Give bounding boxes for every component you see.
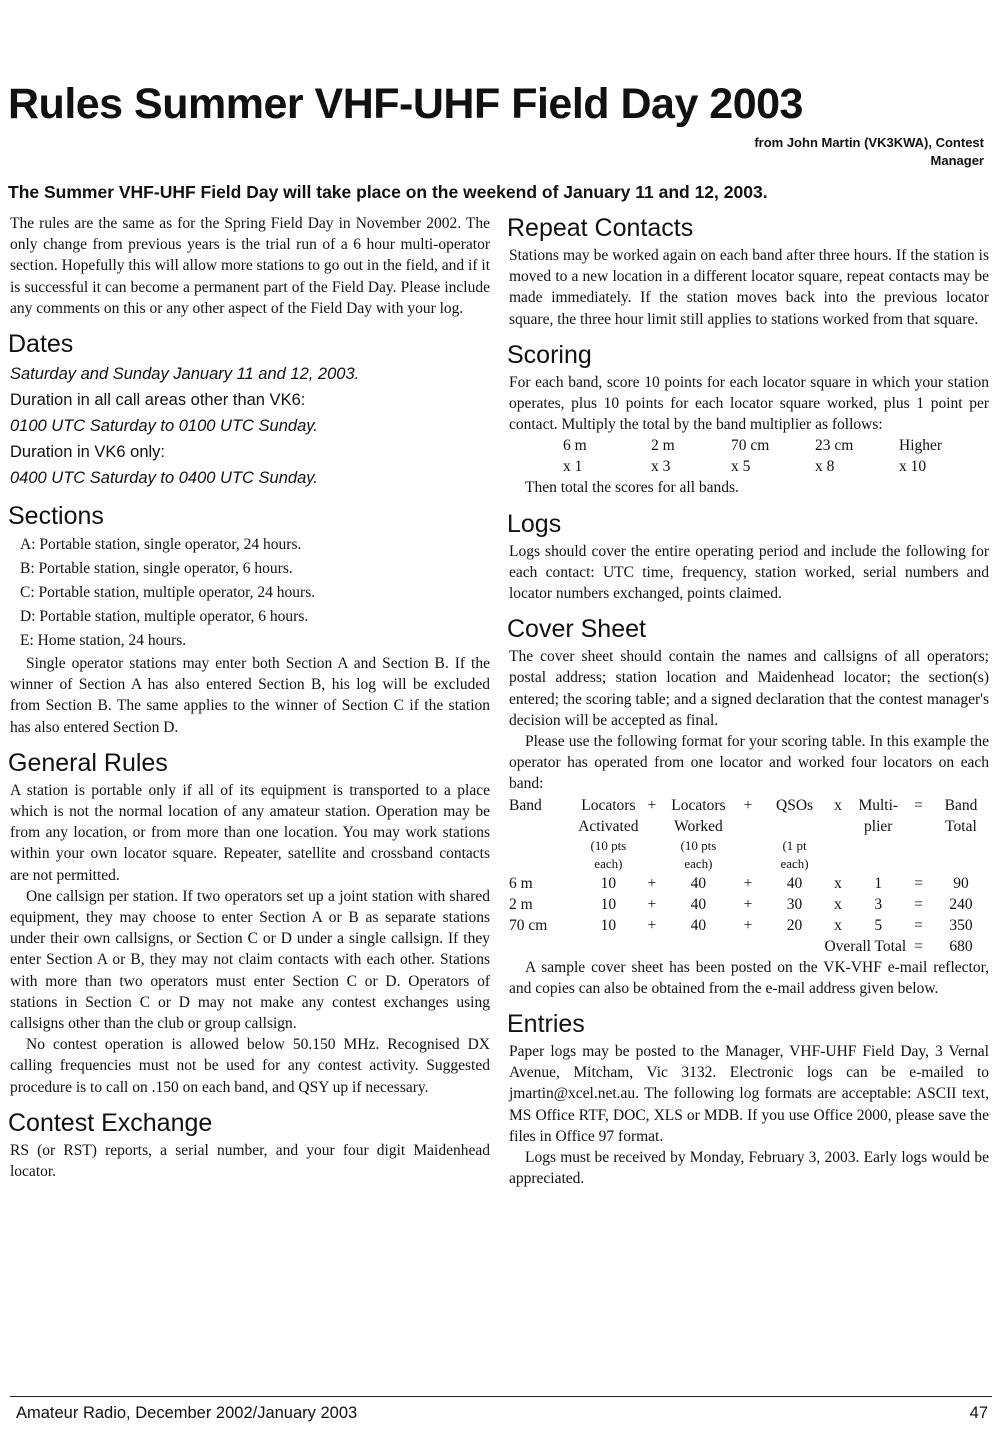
multiplier-band: 6 m (563, 437, 587, 455)
intro-paragraph: The rules are the same as for the Spring Field Day in November 2002. The only change from previous years is the trial run of a 6 hour multi-operator section. Hopefully this will allow more stations to go out in the field, and if it is successful it can become a permanent part of the Field Day. Please include any comments on this or any other aspect of the Field Day with your log. (10, 215, 491, 317)
header-each-note: each) (780, 855, 809, 871)
header-worked: Worked (674, 817, 723, 835)
row-plus: + (647, 874, 657, 892)
dates-line-1: Saturday and Sunday January 11 and 12, 2003. (10, 365, 360, 384)
section-item: D: Portable station, multiple operator, 6 hours. (20, 608, 309, 626)
footer-rule (10, 1396, 992, 1397)
multiplier-band: Higher (899, 437, 943, 455)
header-locators-worked: Locators (671, 796, 726, 814)
header-qsos: QSOs (776, 796, 814, 814)
row-equals: = (914, 874, 923, 892)
scoring-note: Then total the scores for all bands. (525, 479, 739, 497)
header-plier: plier (864, 817, 893, 835)
multiplier-band: 2 m (651, 437, 675, 455)
header-multiplier: Multi- (858, 796, 899, 814)
overall-total-value: 680 (949, 937, 973, 955)
row-times: x (834, 874, 842, 892)
general-rules-p1: A station is portable only if all of its equipment is transported to a place which is not the normal location of any amateur station. Operation may be from any location, or from more than one location. You may work stations within your own locator square. Repeater, satellite and crossband contacts are not permitted. (10, 781, 490, 884)
multiplier-value: x 8 (815, 458, 835, 476)
section-item: A: Portable station, single operator, 24 hours. (20, 536, 302, 554)
footer-publication: Amateur Radio, December 2002/January 2003 (16, 1404, 358, 1422)
row-multiplier: 3 (874, 895, 883, 913)
page-title: Rules Summer VHF-UHF Field Day 2003 (8, 80, 803, 128)
multiplier-table (509, 435, 989, 477)
row-activated: 10 (600, 916, 617, 934)
logs-text: Logs should cover the entire operating period and include the following for each contact: UTC time, frequency, station worked, serial numbers and locator numbers exchanged, points claimed. (509, 542, 989, 603)
row-plus: + (647, 916, 657, 934)
header-total: Total (945, 817, 977, 835)
table-header-row (509, 837, 991, 855)
row-times: x (834, 916, 842, 934)
table-row (509, 894, 991, 915)
logs-heading: Logs (507, 509, 562, 538)
byline-role: Manager (930, 153, 984, 168)
row-multiplier: 5 (874, 916, 883, 934)
scoring-heading: Scoring (507, 340, 592, 369)
dates-line-2: Duration in all call areas other than VK6: (10, 391, 306, 410)
table-header-row (509, 855, 991, 873)
header-plus: + (647, 796, 657, 814)
byline-author: from John Martin (VK3KWA), Contest (754, 135, 984, 150)
cover-sheet-heading: Cover Sheet (507, 615, 646, 644)
table-row (509, 915, 991, 936)
multiplier-value: x 3 (651, 458, 671, 476)
multiplier-value: x 1 (563, 458, 583, 476)
row-qsos: 20 (786, 916, 803, 934)
header-band-total: Band (944, 796, 978, 814)
contest-exchange-text: RS (or RST) reports, a serial number, and your four digit Maidenhead locator. (10, 1141, 490, 1181)
overall-total-label: Overall Total (824, 937, 907, 955)
repeat-contacts-heading: Repeat Contacts (507, 214, 694, 242)
row-equals: = (914, 916, 923, 934)
header-locators-activated: Locators (581, 796, 636, 814)
multiplier-band: 70 cm (731, 437, 770, 455)
section-item: B: Portable station, single operator, 6 hours. (20, 560, 293, 578)
row-total: 350 (949, 916, 973, 934)
entries-p1: Paper logs may be posted to the Manager, VHF-UHF Field Day, 3 Vernal Avenue, Mitcham, Vic 3132. Electronic logs can be e-mailed to jmartin@xcel.net.au. The following log formats are acceptable: ASCII text, MS Office RTF, DOC, XLS or MDB. If you use Office 2000, please save the files in Office 97 format. (509, 1043, 989, 1145)
footer (16, 1402, 988, 1424)
row-band: 2 m (509, 895, 533, 913)
header-points-note: (1 pt (782, 837, 807, 853)
section-item: E: Home station, 24 hours. (20, 632, 187, 650)
row-plus: + (647, 895, 657, 913)
table-header-row (509, 795, 991, 816)
row-equals: = (914, 895, 923, 913)
row-worked: 40 (690, 874, 707, 892)
cover-sheet-p3: A sample cover sheet has been posted on the VK-VHF e-mail reflector, and copies can also be obtained from the e-mail address given below. (509, 958, 989, 997)
cover-sheet-p1: The cover sheet should contain the names and callsigns of all operators; postal address; station location and Maidenhead locator; the section(s) entered; the scoring table; and a signed declaration that the contest manager's decision will be accepted as final. (509, 648, 989, 729)
page-number: 47 (969, 1404, 988, 1422)
byline (684, 134, 984, 170)
sections-heading: Sections (8, 502, 104, 531)
table-total-row (509, 936, 991, 957)
sections-paragraph: Single operator stations may enter both Section A and Section B. If the winner of Section A has also entered Section B, his log will be excluded from Section B. The same applies to the winner of Section C if the station has also entered Section D. (10, 655, 490, 736)
sections-list (10, 533, 490, 653)
row-multiplier: 1 (874, 874, 883, 892)
row-band: 6 m (509, 874, 533, 892)
row-total: 90 (953, 874, 969, 892)
general-rules-p3: No contest operation is allowed below 50.150 MHz. Recognised DX calling frequencies must not be used for any contest activity. Suggested procedure is to call on .150 on each band, and QSY up if necessary. (10, 1036, 490, 1096)
row-worked: 40 (690, 916, 707, 934)
row-times: x (834, 895, 842, 913)
row-activated: 10 (600, 874, 617, 892)
dates-heading: Dates (8, 330, 74, 359)
row-plus: + (743, 895, 753, 913)
header-points-note: (10 pts (680, 837, 717, 853)
header-equals: = (914, 796, 923, 814)
header-activated: Activated (578, 817, 639, 835)
repeat-contacts-text: Stations may be worked again on each band after three hours. If the station is moved to a new location in a different locator square, repeat contacts may be made immediately. If the station moves back into the previous locator square, the three hour limit still applies to stations worked from that square. (509, 247, 989, 328)
row-activated: 10 (600, 895, 617, 913)
row-worked: 40 (690, 895, 707, 913)
cover-sheet-p2: Please use the following format for your scoring table. In this example the operator has operated from one locator and worked four locators on each band: (509, 733, 989, 793)
multiplier-value: x 10 (899, 458, 927, 476)
entries-heading: Entries (507, 1010, 585, 1039)
row-plus: + (743, 916, 753, 934)
dates-line-5: 0400 UTC Saturday to 0400 UTC Sunday. (10, 469, 318, 488)
row-plus: + (743, 874, 753, 892)
header-times: x (834, 796, 842, 814)
entries-p2: Logs must be received by Monday, February 3, 2003. Early logs would be appreciated. (509, 1149, 989, 1188)
table-row (509, 873, 991, 894)
row-qsos: 40 (786, 874, 803, 892)
header-each-note: each) (594, 855, 623, 871)
general-rules-heading: General Rules (8, 748, 168, 777)
header-each-note: each) (684, 855, 713, 871)
contest-exchange-heading: Contest Exchange (8, 1108, 213, 1137)
general-rules-p2: One callsign per station. If two operators set up a joint station with shared equipment, they may choose to enter Section A or B as separate stations under their own callsigns, or Section C or D under a single callsign. If they enter Section A or B, they may not claim contacts with each other. Stations with more than two operators must enter Section C or D. Operators of stations in Section C or D may not make any contest exchanges using callsigns other than the club or group callsign. (10, 887, 490, 1033)
header-plus: + (743, 796, 753, 814)
row-band: 70 cm (509, 916, 548, 934)
left-column (10, 213, 490, 1182)
multiplier-band: 23 cm (815, 437, 854, 455)
header-points-note: (10 pts (590, 837, 627, 853)
row-total: 240 (949, 895, 973, 913)
dates-line-3: 0100 UTC Saturday to 0100 UTC Sunday. (10, 417, 318, 436)
row-qsos: 30 (786, 895, 803, 913)
right-column (509, 213, 989, 1189)
overall-total-equals: = (914, 937, 923, 955)
section-item: C: Portable station, multiple operator, 24 hours. (20, 584, 316, 602)
dates-line-4: Duration in VK6 only: (10, 443, 166, 462)
table-header-row (509, 816, 991, 837)
scoring-text: For each band, score 10 points for each locator square in which your station operates, plus 10 points for each locator square worked, plus 1 point per contact. Multiply the total by the band multiplier as follows: (509, 373, 989, 434)
header-band: Band (509, 796, 542, 814)
scoring-table (509, 795, 991, 957)
lead-paragraph: The Summer VHF-UHF Field Day will take place on the weekend of January 11 and 12, 2003. (8, 182, 768, 202)
multiplier-value: x 5 (731, 458, 751, 476)
